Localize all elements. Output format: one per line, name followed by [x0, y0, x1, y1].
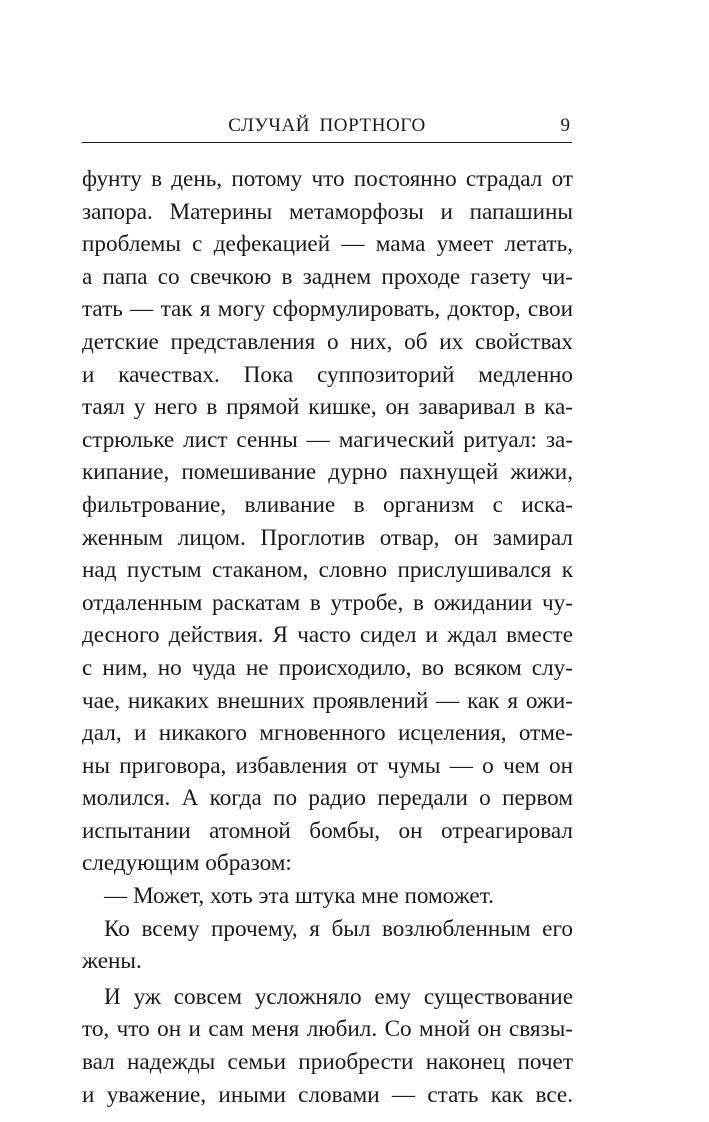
text-line: испытании атомной бомбы, он отреагировал: [82, 817, 573, 844]
text-line: фунту в день, потому что постоянно страдал от: [82, 166, 573, 192]
page-number: 9: [560, 115, 570, 136]
text-line: стрюльке лист сенны — магический ритуал: за-: [82, 426, 573, 453]
text-line: отдаленным раскатам в утробе, в ожидании чу-: [82, 589, 573, 616]
text-line: чае, никаких внешних проявлений — как я ожи-: [82, 687, 573, 714]
text-line: и качествах. Пока суппозиторий медленно: [82, 361, 573, 388]
text-line: проблемы с дефекацией — мама умеет летать,: [82, 231, 573, 258]
text-line: Ко всему прочему, я был возлюбленным его: [104, 915, 573, 942]
text-line: женным лицом. Проглотив отвар, он замирал: [82, 524, 573, 551]
text-line: жены.: [82, 948, 142, 975]
text-line: с ним, но чуда не происходило, во всяком слу-: [82, 654, 573, 681]
text-line: запора. Материны метаморфозы и папашины: [82, 198, 573, 225]
text-line: над пустым стаканом, словно прислушивался к: [82, 557, 573, 584]
dialogue-line: — Может, хоть эта штука мне поможет.: [104, 883, 494, 910]
running-head: [82, 112, 572, 143]
text-line: а папа со свечкою в заднем проходе газету чи-: [82, 263, 573, 290]
text-line: кипание, помешивание дурно пахнущей жижи,: [82, 459, 573, 486]
text-line: то, что он и сам меня любил. Со мной он связы-: [82, 1016, 573, 1043]
text-line: и уважение, иными словами — стать как все.: [82, 1081, 573, 1108]
running-title: СЛУЧАЙ ПОРТНОГО: [228, 115, 426, 136]
body-text: [82, 163, 573, 1111]
text-line: тать — так я могу сформулировать, доктор, свои: [82, 296, 573, 323]
text-line: детские представления о них, об их свойствах: [82, 328, 573, 355]
text-line: ны приговора, избавления от чумы — о чем он: [82, 752, 573, 779]
text-line: следующим образом:: [82, 850, 292, 877]
text-line: вал надежды семьи приобрести наконец почет: [82, 1049, 573, 1076]
text-line: дал, и никакого мгновенного исцеления, отме-: [82, 720, 573, 747]
text-line: молился. А когда по радио передали о первом: [82, 785, 573, 812]
text-line: таял у него в прямой кишке, он заваривал в ка-: [82, 394, 573, 421]
text-line: фильтрование, вливание в организм с иска-: [82, 491, 573, 518]
text-line: десного действия. Я часто сидел и ждал вместе: [82, 622, 573, 649]
text-line: И уж совсем усложняло ему существование: [104, 983, 573, 1010]
